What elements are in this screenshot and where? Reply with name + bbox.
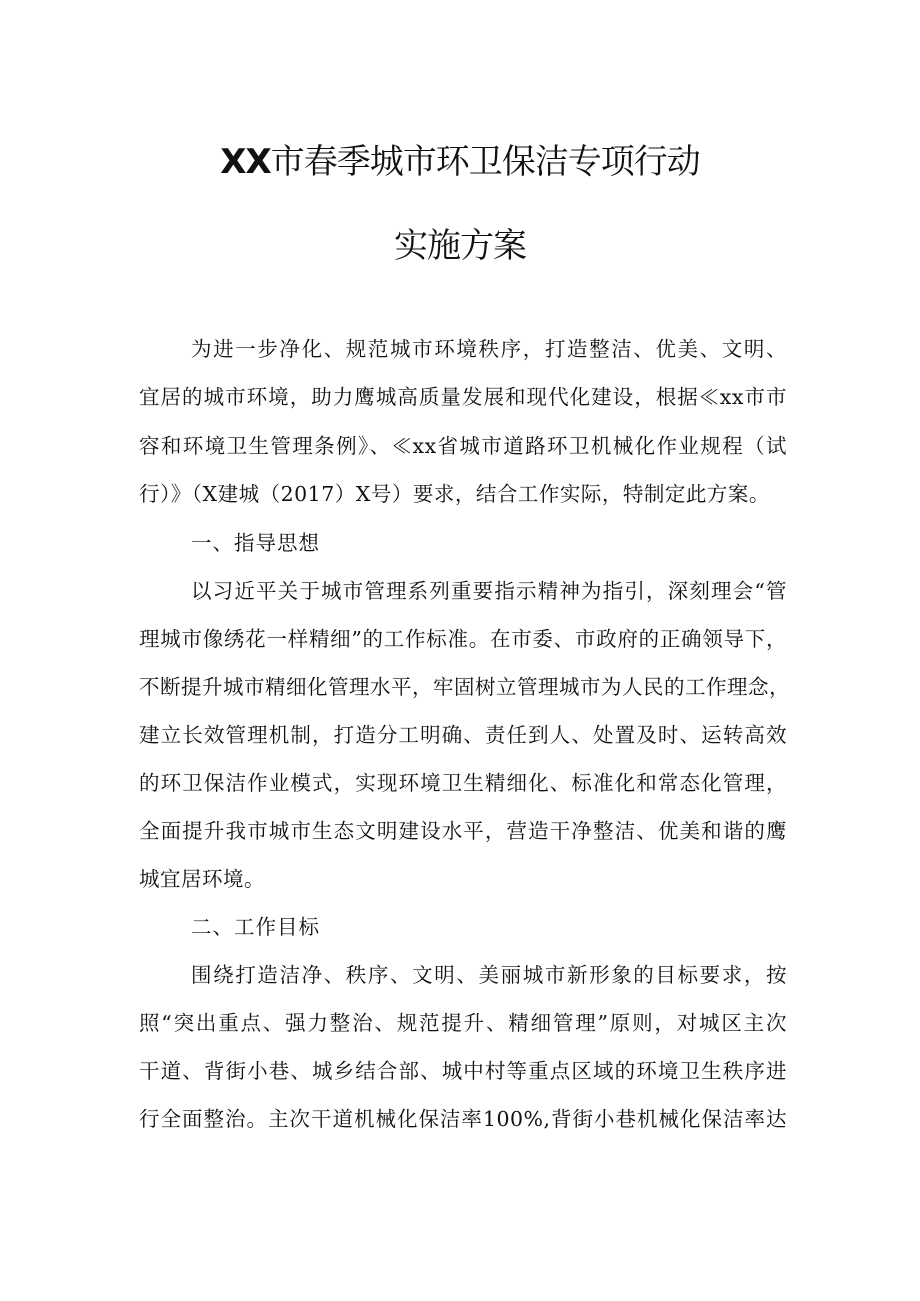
paragraph-line: 的环卫保洁作业模式，实现环境卫生精细化、标准化和常态化管理， [139, 771, 787, 795]
document-title-line-1 [0, 142, 920, 182]
title-city-prefix: XX [220, 142, 271, 182]
paragraph-line: 干道、背街小巷、城乡结合部、城中村等重点区域的环境卫生秩序进 [139, 1059, 787, 1083]
paragraph-line: 照“突出重点、强力整治、规范提升、精细管理”原则，对城区主次 [139, 1011, 787, 1035]
title-main-text: 市春季城市环卫保洁专项行动 [270, 142, 700, 182]
section-heading-guiding-ideology: 一、指导思想 [191, 531, 320, 555]
paragraph-line: 围绕打造洁净、秩序、文明、美丽城市新形象的目标要求，按 [191, 963, 787, 987]
paragraph-line: 以习近平关于城市管理系列重要指示精神为指引，深刻理会“管 [191, 579, 787, 603]
paragraph-line: 容和环境卫生管理条例》、≪xx省城市道路环卫机械化作业规程（试 [139, 434, 787, 458]
paragraph-line: 城宜居环境。 [139, 867, 265, 891]
paragraph-line: 全面提升我市城市生态文明建设水平，营造干净整洁、优美和谐的鹰 [139, 819, 787, 843]
paragraph-line: 理城市像绣花一样精细”的工作标准。在市委、市政府的正确领导下， [139, 627, 787, 651]
document-title-line-2: 实施方案 [394, 226, 526, 266]
paragraph-line: 建立长效管理机制，打造分工明确、责任到人、处置及时、运转高效 [139, 723, 787, 747]
paragraph-line: 不断提升城市精细化管理水平，牢固树立管理城市为人民的工作理念， [139, 675, 790, 699]
paragraph-line: 宜居的城市环境，助力鹰城高质量发展和现代化建设，根据≪xx市市 [139, 385, 787, 409]
section-heading-work-goals: 二、工作目标 [191, 915, 320, 939]
paragraph-line: 为进一步净化、规范城市环境秩序，打造整洁、优美、文明、 [191, 337, 787, 361]
paragraph-line: 行）》（X建城（2017）X号）要求，结合工作实际，特制定此方案。 [139, 482, 770, 506]
paragraph-line: 行全面整治。主次干道机械化保洁率100%,背街小巷机械化保洁率达 [139, 1107, 787, 1131]
